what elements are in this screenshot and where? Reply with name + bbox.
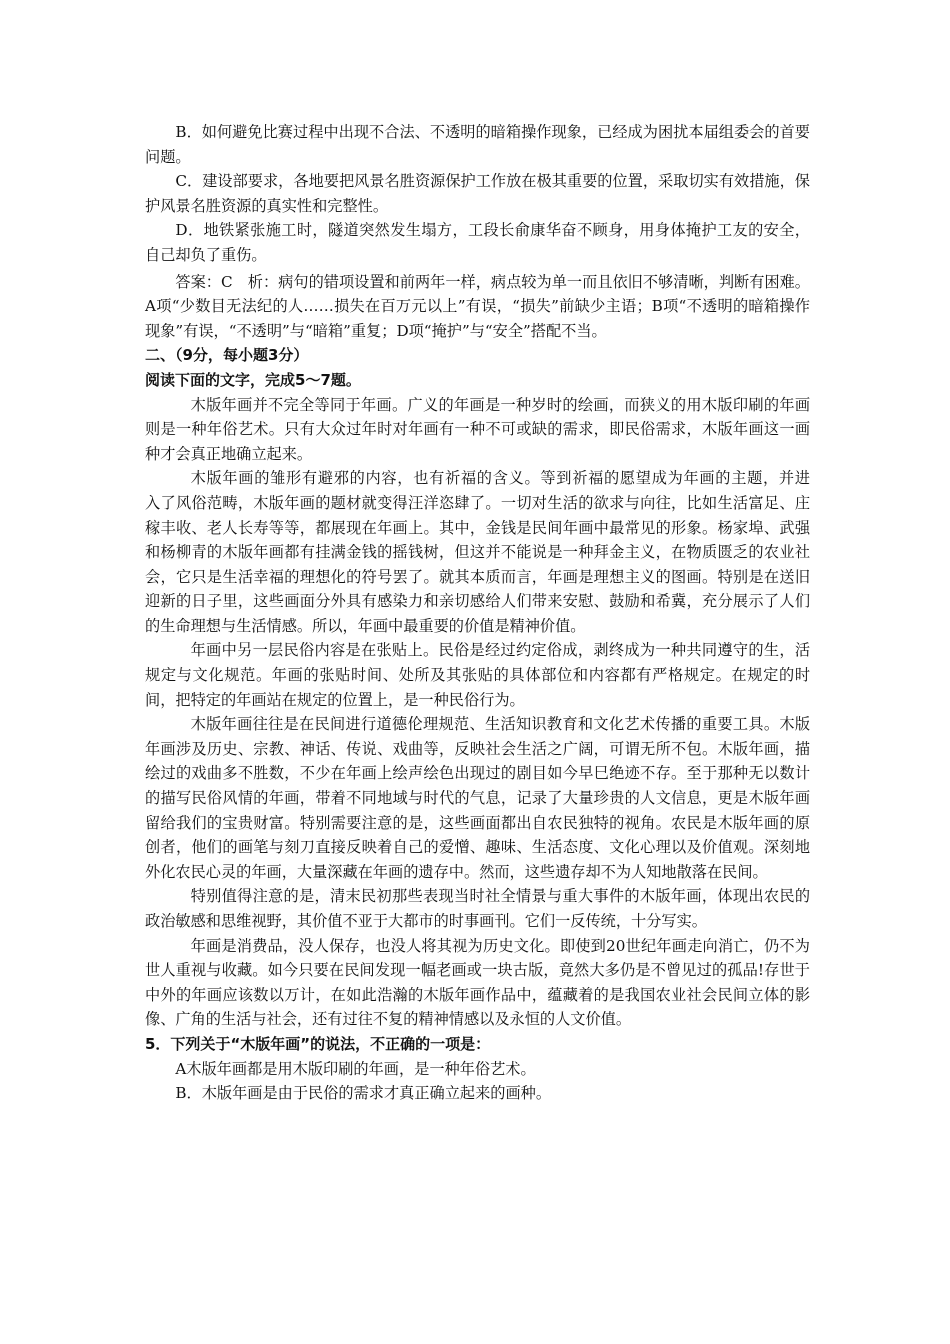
question-5-option-a: A木版年画都是用木版印刷的年画，是一种年俗艺术。: [175, 1059, 536, 1078]
prev-option-c: C．建设部要求，各地要把风景名胜资源保护工作放在极其重要的位置，采取切实有效措施，保护风景名胜资源的真实性和完整性。: [145, 172, 810, 215]
article-paragraph: 年画中另一层民俗内容是在张贴上。民俗是经过约定俗成，剥终成为一种共同遵守的生，活规定与文化规范。年画的张贴时间、处所及其张贴的具体部位和内容都有严格规定。在规定的时间，把特定的年画站在规定的位置上，是一种民俗行为。: [145, 641, 810, 709]
section-heading: 二、（9分，每小题3分）: [145, 346, 309, 365]
section-instruction: 阅读下面的文字，完成5～7题。: [145, 370, 361, 389]
article-paragraph: 木版年画并不完全等同于年画。广义的年画是一种岁时的绘画，而狭义的用木版印刷的年画则是一种年俗艺术。只有大众过年时对年画有一种不可或缺的需求，即民俗需求，木版年画这一画种才会真正地确立起来。: [145, 395, 810, 463]
prev-option-b: B．如何避免比赛过程中出现不合法、不透明的暗箱操作现象，已经成为困扰本届组委会的首要问题。: [145, 123, 810, 166]
question-5-stem: 5．下列关于“木版年画”的说法，不正确的一项是：: [145, 1034, 491, 1053]
page-content: [145, 120, 826, 1106]
article-paragraph: 木版年画往往是在民间进行道德伦理规范、生活知识教育和文化艺术传播的重要工具。木版年画涉及历史、宗教、神话、传说、戏曲等，反映社会生活之广阔，可谓无所不包。木版年画，描绘过的戏曲多不胜数，不少在年画上绘声绘色出现过的剧目如今早巳绝迹不存。至于那种无以数计的描写民俗风情的年画，带着不同地域与时代的气息，记录了大量珍贵的人文信息，更是木版年画留给我们的宝贵财富。特别需要注意的是，这些画面都出自农民独特的视角。农民是木版年画的原创者，他们的画笔与刻刀直接反映着自己的爱憎、趣味、生活态度、文化心理以及价值观。深刻地外化农民心灵的年画，大量深藏在年画的遗存中。然而，这些遗存却不为人知地散落在民间。: [145, 715, 810, 881]
question-5-option-b: B．木版年画是由于民俗的需求才真正确立起来的画种。: [175, 1084, 552, 1103]
article-paragraph: 特别值得注意的是，清末民初那些表现当时社全情景与重大事件的木版年画，体现出农民的政治敏感和思维视野，其价值不亚于大都市的时事画刊。它们一反传统，十分写实。: [145, 887, 810, 930]
answer-explanation: 答案：C 析：病句的错项设置和前两年一样，病点较为单一而且依旧不够清晰，判断有困难。A项“少数目无法纪的人……损失在百万元以上”有误，“损失”前缺少主语；B项“不透明的暗箱操作现象”有误，“不透明”与“暗箱”重复；D项“掩护”与“安全”搭配不当。: [145, 272, 810, 340]
prev-option-d: D．地铁紧张施工时，隧道突然发生塌方，工段长俞康华奋不顾身，用身体掩护工友的安全，自己却负了重伤。: [145, 221, 810, 264]
article-paragraph: 木版年画的雏形有避邪的内容，也有祈福的含义。等到祈福的愿望成为年画的主题，并进 入了风俗范畴，木版年画的题材就变得汪洋恣肆了。一切对生活的欲求与向往，比如生活富足、庄稼丰收、老人长寿等等，都展现在年画上。其中，金钱是民间年画中最常见的形象。杨家埠、武强和杨柳青的木版年画都有挂满金钱的摇钱树，但这并不能说是一种拜金主义，在物质匮乏的农业社会，它只是生活幸福的理想化的符号罢了。就其本质而言，年画是理想主义的图画。特别是在送旧迎新的日子里，这些画面分外具有感染力和亲切感给人们带来安慰、鼓励和希冀，充分展示了人们的生命理想与生活情感。所以，年画中最重要的价值是精神价值。: [145, 469, 826, 635]
article-paragraph: 年画是消费品，没人保存，也没人将其视为历史文化。即使到20世纪年画走向消亡，仍不为世人重视与收藏。如今只要在民间发现一幅老画或一块古版，竟然大多仍是不曾见过的孤品!存世于中外的年画应该数以万计，在如此浩瀚的木版年画作品中，蕴藏着的是我国农业社会民间立体的影像、广角的生活与社会，还有过往不复的精神情感以及永恒的人文价值。: [145, 936, 810, 1029]
